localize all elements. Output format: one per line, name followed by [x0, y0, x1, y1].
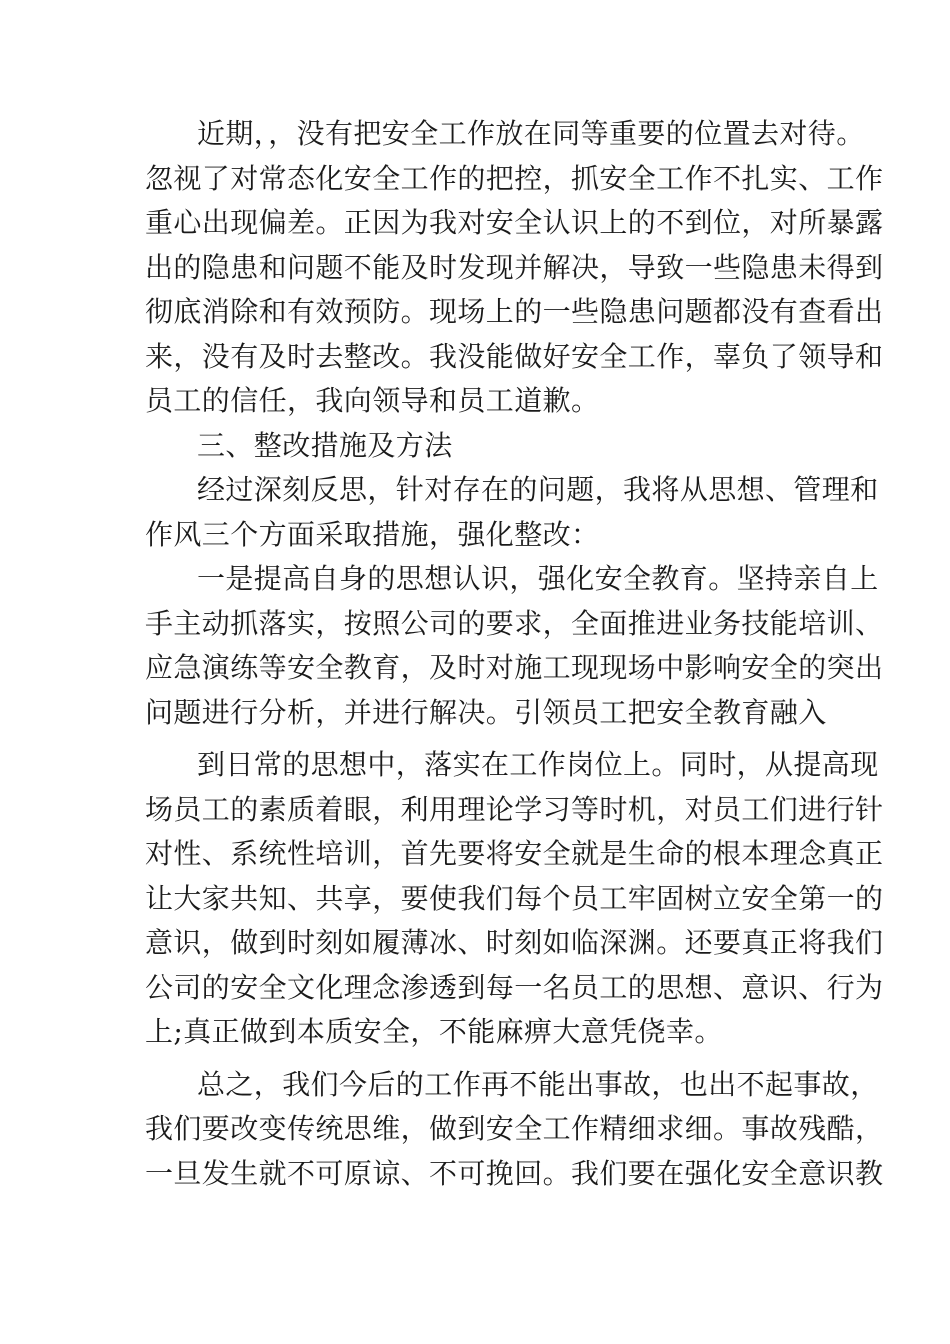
- text-line: 经过深刻反思，针对存在的问题，我将从思想、管理和: [197, 473, 879, 506]
- text-line: 重心出现偏差。正因为我对安全认识上的不到位，对所暴露: [145, 206, 884, 239]
- text-line: 来，没有及时去整改。我没能做好安全工作，辜负了领导和: [145, 339, 884, 373]
- text-line: 应急演练等安全教育，及时对施工现现场中影响安全的突出: [145, 651, 884, 684]
- text-line: 一旦发生就不可原谅、不可挽回。我们要在强化安全意识教: [145, 1156, 884, 1190]
- text-line: 意识，做到时刻如履薄冰、时刻如临深渊。还要真正将我们: [145, 926, 884, 959]
- text-line: 忽视了对常态化安全工作的把控，抓安全工作不扎实、工作: [145, 161, 884, 195]
- text-line: 场员工的素质着眼，利用理论学习等时机，对员工们进行针: [145, 792, 884, 826]
- section-heading: 三、整改措施及方法: [197, 428, 453, 462]
- text-line: 上;真正做到本质安全，不能麻痹大意凭侥幸。: [145, 1015, 723, 1048]
- text-line: 我们要改变传统思维，做到安全工作精细求细。事故残酷，: [145, 1112, 884, 1145]
- text-line: 手主动抓落实，按照公司的要求，全面推进业务技能培训、: [145, 606, 884, 640]
- text-line: 彻底消除和有效预防。现场上的一些隐患问题都没有查看出: [145, 295, 884, 328]
- text-line: 出的隐患和问题不能及时发现并解决，导致一些隐患未得到: [145, 250, 884, 284]
- text-line: 总之，我们今后的工作再不能出事故，也出不起事故，: [197, 1067, 879, 1101]
- text-line: 作风三个方面采取措施，强化整改：: [145, 517, 600, 551]
- text-line: 一是提高自身的思想认识，强化安全教育。坚持亲自上: [197, 562, 879, 595]
- text-line: 近期，，没有把安全工作放在同等重要的位置去对待。: [197, 117, 865, 150]
- document-body: [145, 112, 884, 1196]
- text-line: 问题进行分析，并进行解决。引领员工把安全教育融入: [145, 695, 827, 729]
- text-line: 到日常的思想中，落实在工作岗位上。同时，从提高现: [197, 748, 879, 781]
- text-line: 公司的安全文化理念渗透到每一名员工的思想、意识、行为: [145, 970, 884, 1004]
- text-line: 对性、系统性培训，首先要将安全就是生命的根本理念真正: [145, 837, 884, 870]
- text-line: 员工的信任，我向领导和员工道歉。: [145, 384, 600, 417]
- text-line: 让大家共知、共享，要使我们每个员工牢固树立安全第一的: [145, 881, 884, 915]
